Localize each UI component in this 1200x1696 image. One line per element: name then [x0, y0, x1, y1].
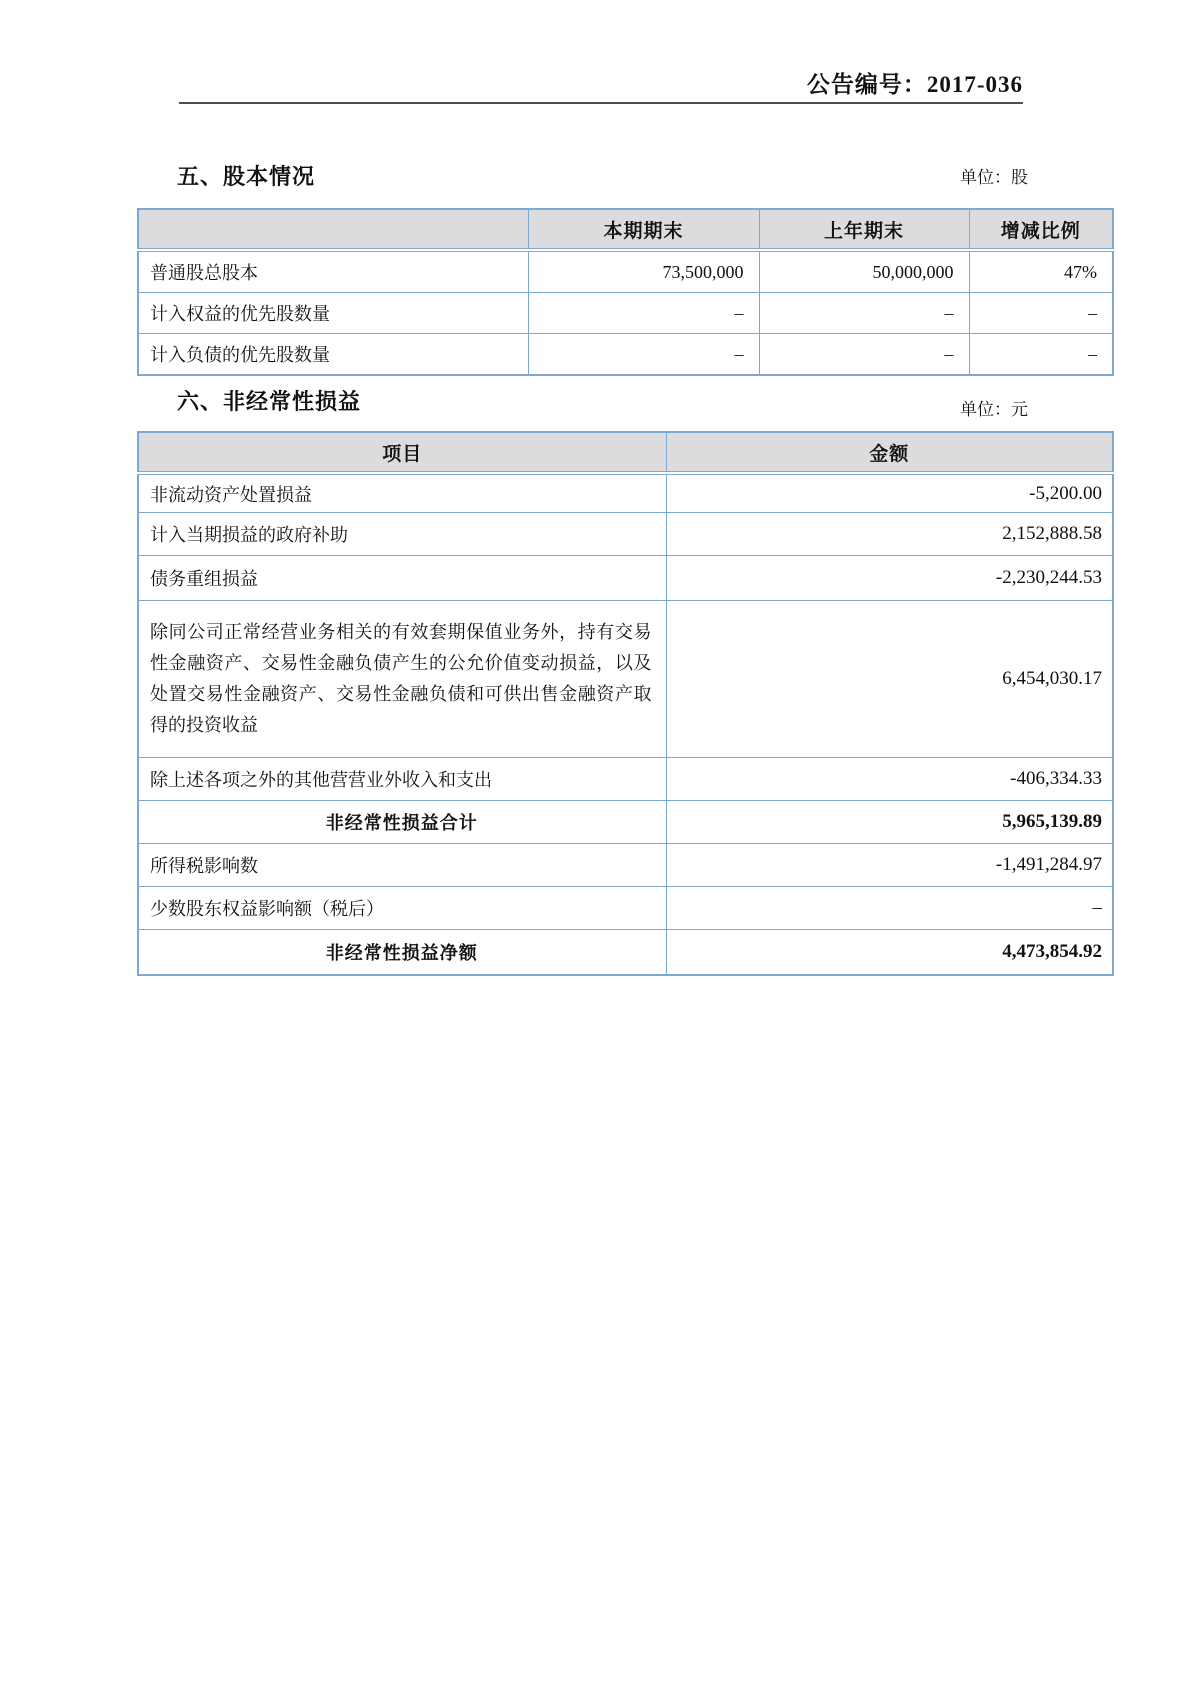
- section-title-non-recurring: 六、非经常性损益: [177, 389, 362, 414]
- change-ratio-value: –: [969, 293, 1113, 334]
- row-label: 计入权益的优先股数量: [138, 293, 528, 334]
- table-row: [138, 250, 1113, 293]
- amount-value: 5,965,139.89: [666, 801, 1113, 844]
- change-ratio-value: –: [969, 334, 1113, 376]
- header-cell-prior-year: 上年期末: [759, 209, 969, 250]
- current-period-value: 73,500,000: [528, 250, 759, 293]
- table-row: [138, 334, 1113, 376]
- table-row: [138, 473, 1113, 513]
- item-label: 少数股东权益影响额（税后）: [138, 887, 666, 930]
- amount-value: -5,200.00: [666, 473, 1113, 513]
- total-row-subtotal: [138, 801, 1113, 844]
- prior-year-value: 50,000,000: [759, 250, 969, 293]
- prior-year-value: –: [759, 334, 969, 376]
- current-period-value: –: [528, 334, 759, 376]
- header-cell-blank: [138, 209, 528, 250]
- header-cell-item: 项目: [138, 432, 666, 473]
- table-row: [138, 844, 1113, 887]
- table-row: [138, 293, 1113, 334]
- item-label: 除上述各项之外的其他营营业外收入和支出: [138, 758, 666, 801]
- amount-value: -1,491,284.97: [666, 844, 1113, 887]
- section-title-share-capital: 五、股本情况: [177, 164, 316, 189]
- item-label: 计入当期损益的政府补助: [138, 513, 666, 556]
- prior-year-value: –: [759, 293, 969, 334]
- table-row: [138, 556, 1113, 601]
- header-cell-current-period: 本期期末: [528, 209, 759, 250]
- table-row: [138, 758, 1113, 801]
- table-row: [138, 887, 1113, 930]
- total-row-net: [138, 930, 1113, 976]
- table-row: [138, 513, 1113, 556]
- table-row: [138, 601, 1113, 758]
- amount-value: –: [666, 887, 1113, 930]
- table-header-row: [138, 432, 1113, 473]
- share-capital-table: [137, 208, 1114, 376]
- item-label: 债务重组损益: [138, 556, 666, 601]
- amount-value: -2,230,244.53: [666, 556, 1113, 601]
- item-label: 非经常性损益净额: [138, 930, 666, 976]
- item-label: 所得税影响数: [138, 844, 666, 887]
- announcement-number: 公告编号：2017-036: [806, 72, 1023, 97]
- item-label: 除同公司正常经营业务相关的有效套期保值业务外，持有交易性金融资产、交易性金融负债产生的公允价值变动损益，以及处置交易性金融资产、交易性金融负债和可供出售金融资产取得的投资收益: [138, 601, 666, 758]
- amount-value: 2,152,888.58: [666, 513, 1113, 556]
- item-label: 非经常性损益合计: [138, 801, 666, 844]
- row-label: 计入负债的优先股数量: [138, 334, 528, 376]
- header-divider: [179, 102, 1023, 104]
- item-label: 非流动资产处置损益: [138, 473, 666, 513]
- amount-value: 4,473,854.92: [666, 930, 1113, 976]
- unit-label-yuan: 单位：元: [960, 400, 1028, 419]
- amount-value: 6,454,030.17: [666, 601, 1113, 758]
- current-period-value: –: [528, 293, 759, 334]
- non-recurring-table: [137, 431, 1114, 976]
- amount-value: -406,334.33: [666, 758, 1113, 801]
- header-cell-change-ratio: 增减比例: [969, 209, 1113, 250]
- row-label: 普通股总股本: [138, 250, 528, 293]
- unit-label-shares: 单位：股: [960, 168, 1028, 187]
- table-header-row: [138, 209, 1113, 250]
- change-ratio-value: 47%: [969, 250, 1113, 293]
- header-cell-amount: 金额: [666, 432, 1113, 473]
